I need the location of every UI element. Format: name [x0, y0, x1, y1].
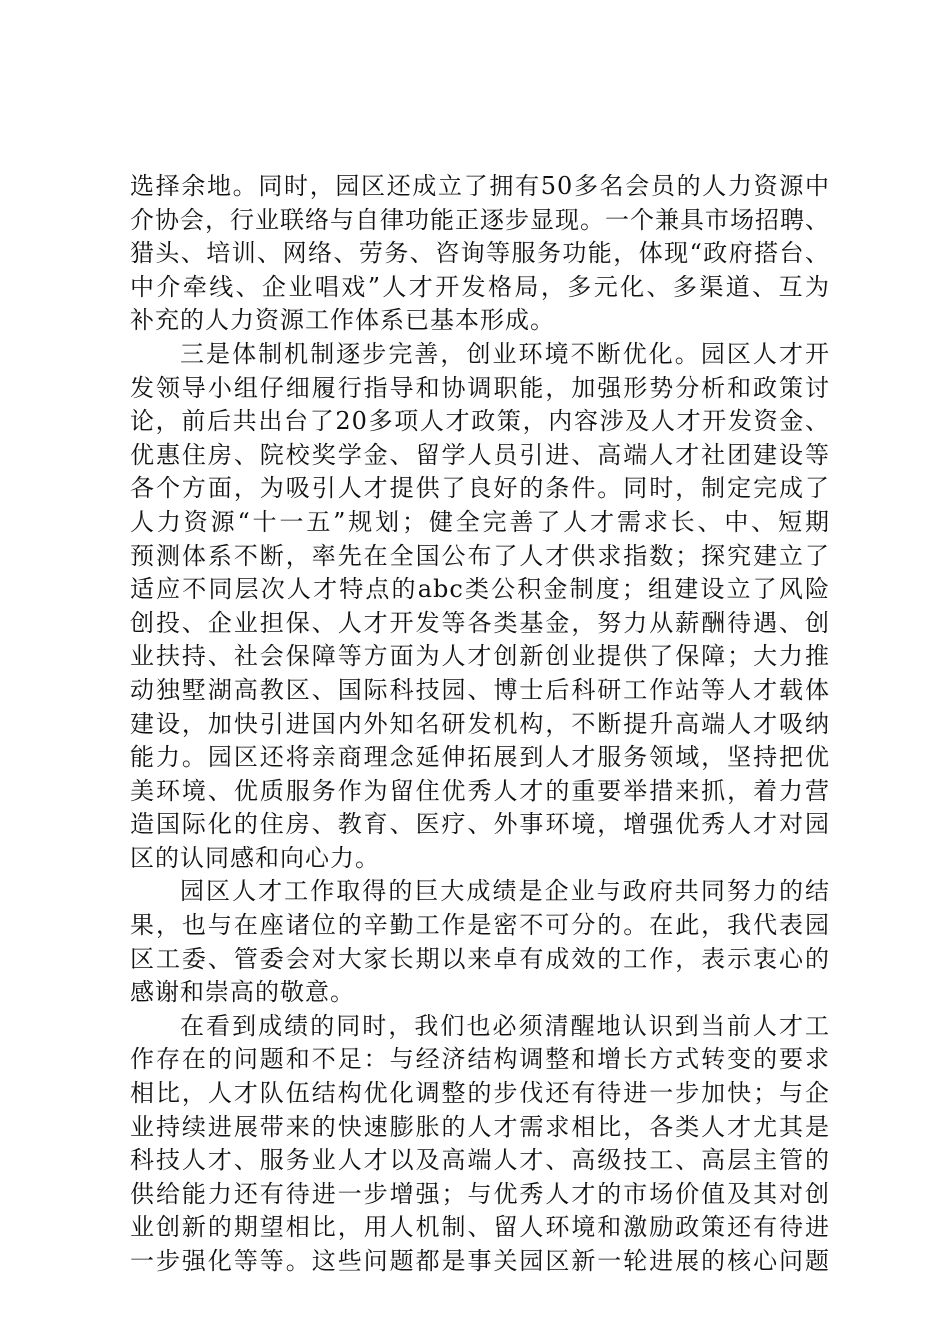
text-line: 发领导小组仔细履行指导和协调职能，加强形势分析和政策讨	[130, 373, 830, 402]
text-line: 各个方面，为吸引人才提供了良好的条件。同时，制定完成了	[130, 474, 830, 503]
text-line: 造国际化的住房、教育、医疗、外事环境，增强优秀人才对园	[130, 810, 830, 839]
text-line: 美环境、优质服务作为留住优秀人才的重要举措来抓，着力营	[130, 776, 830, 805]
text-line: 中介牵线、企业唱戏”人才开发格局，多元化、多渠道、互为	[130, 272, 830, 301]
text-line: 动独墅湖高教区、国际科技园、博士后科研工作站等人才载体	[130, 675, 830, 704]
text-line: 介协会，行业联络与自律功能正逐步显现。一个兼具市场招聘、	[130, 205, 830, 234]
text-line: 适应不同层次人才特点的abc类公积金制度；组建设立了风险	[130, 575, 830, 604]
text-line: 业扶持、社会保障等方面为人才创新创业提供了保障；大力推	[130, 642, 830, 671]
text-line: 业持续进展带来的快速膨胀的人才需求相比，各类人才尤其是	[130, 1112, 830, 1141]
document-body-text	[130, 170, 830, 1279]
text-line: 作存在的问题和不足：与经济结构调整和增长方式转变的要求	[130, 1045, 830, 1074]
text-line: 业创新的期望相比，用人机制、留人环境和激励政策还有待进	[130, 1213, 830, 1242]
text-line: 一步强化等等。这些问题都是事关园区新一轮进展的核心问题	[130, 1247, 830, 1275]
text-line: 猎头、培训、网络、劳务、咨询等服务功能，体现“政府搭台、	[130, 239, 830, 268]
text-line: 论，前后共出台了20多项人才政策，内容涉及人才开发资金、	[130, 407, 830, 436]
text-line: 选择余地。同时，园区还成立了拥有50多名会员的人力资源中	[130, 172, 830, 200]
text-line: 科技人才、服务业人才以及高端人才、高级技工、高层主管的	[130, 1146, 830, 1175]
text-line: 在看到成绩的同时，我们也必须清醒地认识到当前人才工	[180, 1011, 830, 1040]
text-line: 园区人才工作取得的巨大成绩是企业与政府共同努力的结	[180, 877, 830, 906]
text-line: 人力资源“十一五”规划；健全完善了人才需求长、中、短期	[130, 507, 830, 536]
text-line: 果，也与在座诸位的辛勤工作是密不可分的。在此，我代表园	[130, 911, 830, 940]
text-line: 创投、企业担保、人才开发等各类基金，努力从薪酬待遇、创	[130, 608, 830, 637]
text-line: 补充的人力资源工作体系已基本形成。	[130, 306, 555, 335]
text-line: 相比，人才队伍结构优化调整的步伐还有待进一步加快；与企	[130, 1079, 830, 1108]
text-line: 区的认同感和向心力。	[130, 843, 380, 872]
text-line: 能力。园区还将亲商理念延伸拓展到人才服务领域，坚持把优	[130, 743, 830, 772]
text-line: 预测体系不断，率先在全国公布了人才供求指数；探究建立了	[130, 541, 830, 570]
text-line: 供给能力还有待进一步增强；与优秀人才的市场价值及其对创	[130, 1179, 830, 1208]
text-line: 感谢和崇高的敬意。	[130, 978, 355, 1007]
text-line: 区工委、管委会对大家长期以来卓有成效的工作，表示衷心的	[130, 944, 830, 973]
text-line: 三是体制机制逐步完善，创业环境不断优化。园区人才开	[180, 339, 830, 368]
text-line: 优惠住房、院校奖学金、留学人员引进、高端人才社团建设等	[130, 440, 830, 469]
text-line: 建设，加快引进国内外知名研发机构，不断提升高端人才吸纳	[130, 709, 830, 738]
